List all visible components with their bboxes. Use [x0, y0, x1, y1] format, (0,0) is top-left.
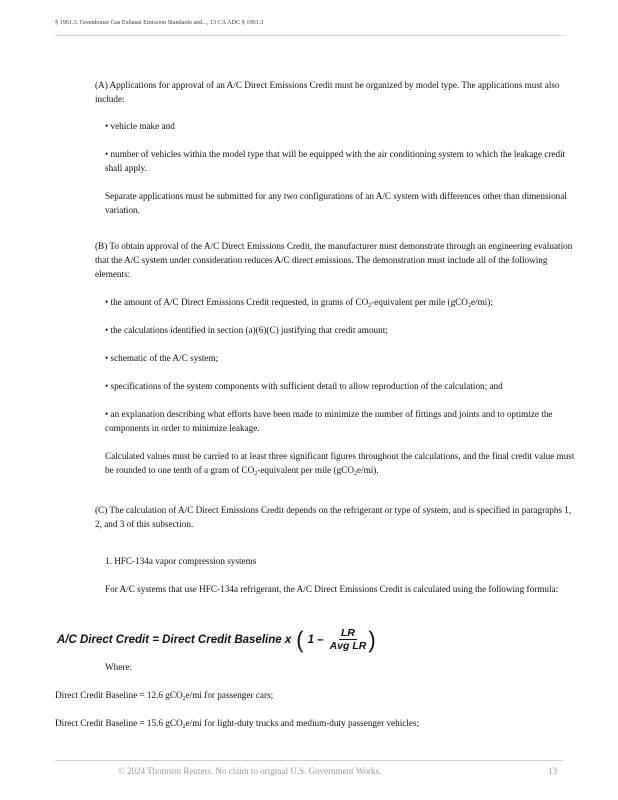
bullet-number-of-vehicles: • number of vehicles within the model type that will be equipped with the air conditioning system to which the leakage credit shall apply.: [105, 149, 566, 173]
bullet-schematic: • schematic of the A/C system;: [105, 353, 219, 363]
formula-numerator: LR: [340, 627, 355, 639]
footer-divider: [55, 760, 563, 761]
page-number: 13: [548, 766, 557, 776]
item-1-title: 1. HFC-134a vapor compression systems: [105, 556, 257, 566]
bullet-credit-amount: • the amount of A/C Direct Emissions Credit requested, in grams of $CO_2$-equivalent per mile (gCO$_2$e/mi);: [105, 297, 493, 309]
bullet-calculations: • the calculations identified in section (a)(6)(C) justifying that credit amount;: [105, 325, 388, 335]
formula-lhs: A/C Direct Credit = Direct Credit Baseline x: [57, 633, 292, 646]
footer-copyright: © 2024 Thomson Reuters. No claim to original U.S. Government Works.: [118, 766, 382, 776]
formula-close-paren: ): [368, 625, 376, 653]
rounding-requirement: Calculated values must be carried to at least three significant figures throughout the calculations, and the final credit value must be rounded to one tenth of a gram of $CO_2$-equivalent per mile (gCO$_2$e/mi).: [105, 451, 575, 477]
definition-baseline-trucks: Direct Credit Baseline = 15.6 gCO$_2$e/mi for light-duty trucks and medium-duty passenger vehicles;: [55, 718, 420, 730]
formula-denominator: Avg LR: [329, 640, 367, 652]
credit-formula: [57, 627, 376, 652]
header-divider: [55, 35, 563, 36]
formula-open-paren: (: [296, 625, 304, 653]
section-b-intro: (B) To obtain approval of the A/C Direct Emissions Credit, the manufacturer must demonstrate through an engineering evaluation that the A/C system under consideration reduces A/C direct emissions. The demonstration must include all of the following elements:: [95, 241, 573, 279]
where-label: Where:: [105, 662, 133, 672]
item-1-text: For A/C systems that use HFC-134a refrigerant, the A/C Direct Emissions Credit is calculated using the following formula:: [105, 584, 559, 594]
section-c-intro: (C) The calculation of A/C Direct Emissions Credit depends on the refrigerant or type of system, and is specified in paragraphs 1, 2, and 3 of this subsection.: [95, 505, 572, 529]
running-header: § 1961.3. Greenhouse Gas Exhaust Emission Standards and..., 13 CA ADC § 1961.3: [55, 19, 264, 26]
formula-fraction: [330, 627, 367, 652]
bullet-explanation: • an explanation describing what efforts have been made to minimize the number of fittings and joints and to optimize the components in order to minimize leakage.: [105, 409, 553, 433]
bullet-vehicle-make: • vehicle make and: [105, 121, 175, 131]
bullet-specifications: • specifications of the system components with sufficient detail to allow reproduction of the calculation; and: [105, 381, 503, 391]
definition-baseline-cars: Direct Credit Baseline = 12.6 gCO$_2$e/mi for passenger cars;: [55, 690, 274, 702]
section-a-intro: (A) Applications for approval of an A/C Direct Emissions Credit must be organized by model type. The applications must also include:: [95, 80, 560, 104]
formula-one-minus: 1 –: [307, 633, 324, 646]
separate-applications-note: Separate applications must be submitted for any two configurations of an A/C system with differences other than dimensional variation.: [105, 191, 567, 215]
